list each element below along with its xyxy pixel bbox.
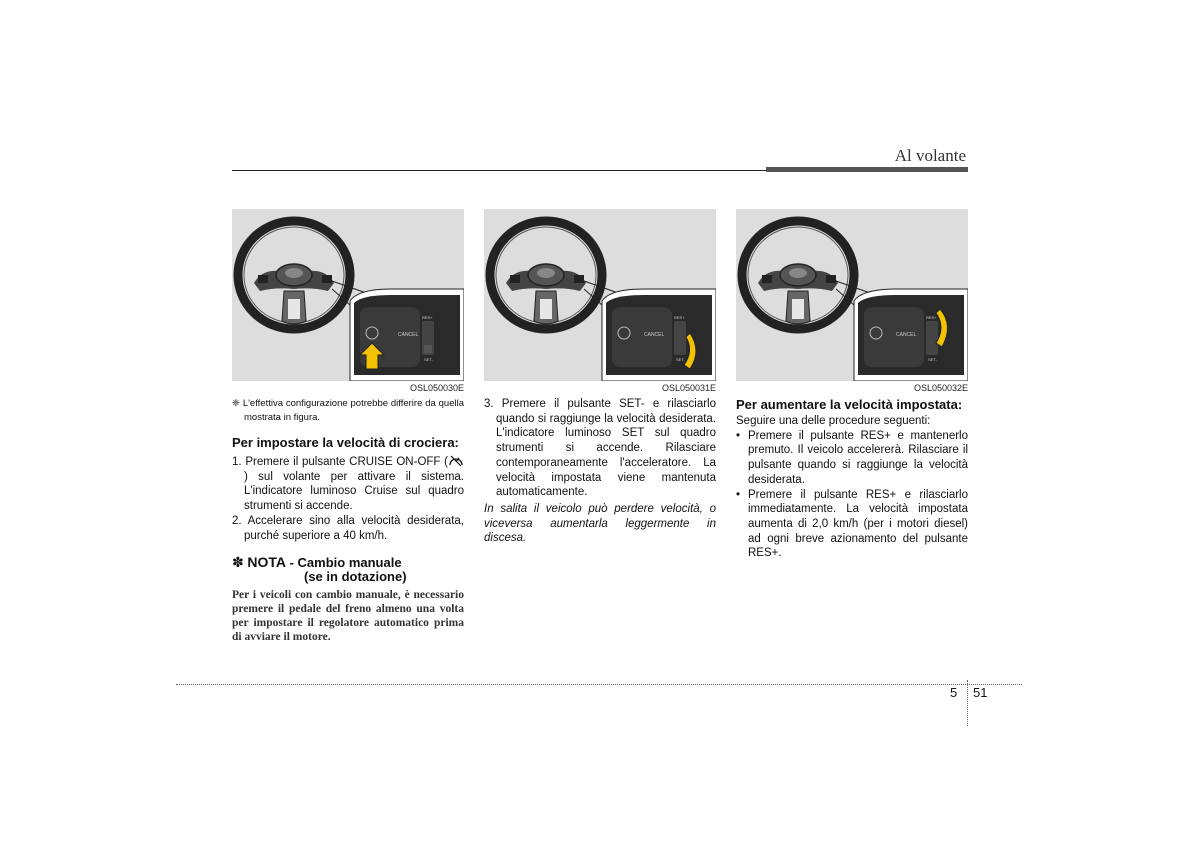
bullet-icon: • (736, 429, 741, 442)
figure-caption: OSL050031E (661, 383, 716, 393)
step-1-text-end: ) sul volante per attivare il sistema. L'indicatore luminoso Cruise sul quadro strumenti si accende. (244, 470, 464, 513)
left-column (232, 209, 464, 644)
figure-caption: OSL050032E (913, 383, 968, 393)
steering-wheel-illustration (742, 221, 854, 329)
steering-wheel-figure-res (736, 209, 968, 381)
procedure-item-text: Premere il pulsante RES+ e rilasciarlo immediatamente. La velocità impostata aumenta di 2,0 km/h (per i motori diesel) ad ogni breve azionamento del pulsante RES+. (748, 488, 968, 560)
bullet-icon: • (736, 488, 741, 501)
steps-list-continued (484, 397, 716, 500)
step-1 (232, 454, 464, 514)
intro-text: Seguire una delle procedure seguenti: (736, 415, 931, 427)
page-header-title: Al volante (894, 146, 966, 165)
svg-text:RES+: RES+ (926, 315, 937, 320)
nota-heading (232, 555, 464, 584)
svg-text:RES+: RES+ (674, 315, 685, 320)
svg-text:CANCEL: CANCEL (398, 332, 419, 338)
procedure-item (736, 488, 968, 562)
steering-wheel-illustration (238, 221, 350, 329)
switch-panel-inset (350, 289, 464, 381)
slope-note: In salita il veicolo può perdere velocità, o viceversa aumentarla leggermente in discesa. (484, 502, 716, 545)
figure-caption: OSL050030E (409, 383, 464, 393)
steps-list (232, 454, 464, 543)
steering-wheel-figure-set (484, 209, 716, 381)
svg-text:SET-: SET- (928, 357, 937, 362)
nota-symbol-icon: ✽ (232, 554, 244, 571)
figure-footnote: ❈ L'effettiva configurazione potrebbe differire da quella mostrata in figura. (232, 398, 464, 423)
svg-text:SET-: SET- (424, 357, 433, 362)
nota-body: Per i veicoli con cambio manuale, è necessario premere il pedale del freno almeno una volta per impostare il regolatore automatico prima di avviare il motore. (232, 589, 464, 644)
procedure-item (736, 429, 968, 488)
chapter-number: 5 (950, 685, 958, 700)
middle-column (484, 209, 716, 546)
steering-wheel-figure-cruise-on (232, 209, 464, 381)
procedure-item-text: Premere il pulsante RES+ e mantenerlo premuto. Il veicolo accelererà. Rilasciare il pulsante quando si raggiunge la velocità desiderata. (748, 429, 968, 486)
steering-wheel-illustration (490, 221, 602, 329)
svg-text:RES+: RES+ (422, 315, 433, 320)
step-1-text-start: 1. Premere il pulsante CRUISE ON-OFF ( (232, 456, 448, 468)
nota-subtitle: (se in dotazione) (304, 569, 407, 585)
step-3: 3. Premere il pulsante SET- e rilasciarlo quando si raggiunge la velocità desiderata. L'indicatore luminoso SET sul quadro strumenti si accende. Rilasciare contemporaneamente l'acceleratore. La velocità impostata viene mantenuta automaticamente. (484, 398, 716, 499)
svg-text:SET-: SET- (676, 357, 685, 362)
svg-text:CANCEL: CANCEL (644, 332, 665, 338)
section-heading-set-speed: Per impostare la velocità di crociera: (232, 435, 459, 450)
procedure-list (736, 429, 968, 561)
section-heading-increase-speed: Per aumentare la velocità impostata: (736, 397, 963, 412)
header-rule-accent (766, 167, 968, 172)
page-number: 51 (973, 685, 988, 700)
nota-title: - Cambio manuale (285, 555, 402, 571)
switch-panel-inset (854, 289, 968, 381)
footer-divider (176, 684, 1022, 685)
nota-label: NOTA (247, 554, 286, 571)
step-2: 2. Accelerare sino alla velocità desiderata, purché superiore a 40 km/h. (232, 514, 464, 542)
svg-text:CANCEL: CANCEL (896, 332, 917, 338)
footer-vertical-divider (967, 680, 968, 726)
switch-panel-inset (602, 289, 716, 381)
right-column (736, 209, 968, 561)
cruise-control-icon (448, 454, 464, 467)
